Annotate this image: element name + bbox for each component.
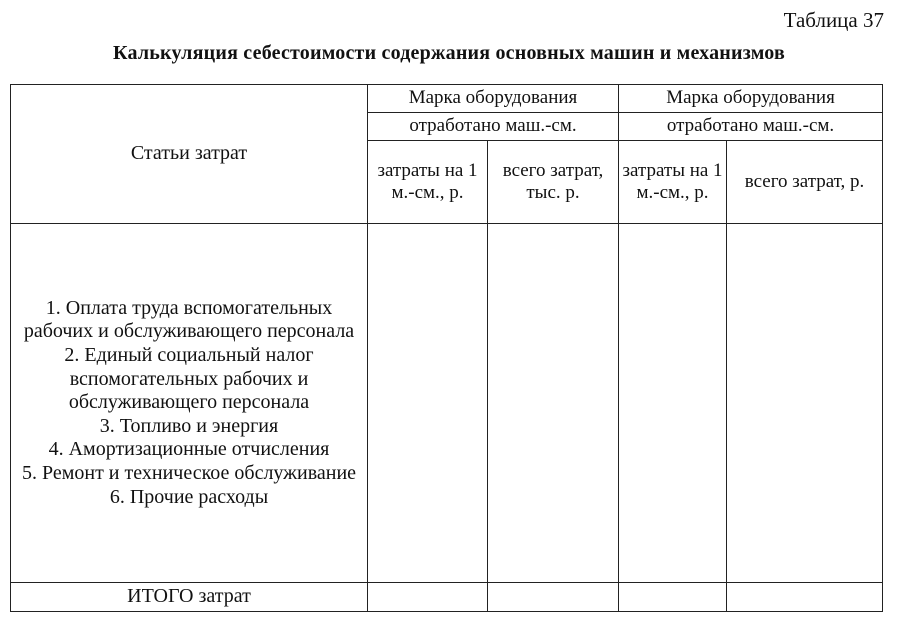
table-title: Калькуляция себестоимости содержания основных машин и механизмов — [113, 42, 785, 64]
header-total-cost-1: всего затрат, тыс. р. — [488, 141, 619, 224]
header-machine-shifts-2: отработано маш.-см. — [619, 113, 883, 141]
value-cell — [488, 224, 619, 583]
header-equipment-brand-2: Марка оборудования — [619, 85, 883, 113]
total-value-cell — [368, 583, 488, 612]
value-cell — [368, 224, 488, 583]
header-equipment-brand-1: Марка оборудования — [368, 85, 619, 113]
total-value-cell — [488, 583, 619, 612]
total-value-cell — [619, 583, 727, 612]
header-cost-items: Статьи затрат — [11, 85, 368, 224]
cost-item: 5. Ремонт и техническое обслуживание — [21, 461, 357, 484]
value-cell — [619, 224, 727, 583]
header-cost-per-shift-2: затраты на 1 м.-см., р. — [619, 141, 727, 224]
cost-item: 6. Прочие расходы — [109, 485, 269, 508]
total-row-label: ИТОГО затрат — [11, 583, 368, 612]
header-machine-shifts-1: отработано маш.-см. — [368, 113, 619, 141]
header-total-cost-2: всего затрат, р. — [727, 141, 883, 224]
cost-item: 1. Оплата труда вспомогательных рабочих и обслуживающего персонала — [23, 296, 355, 343]
cost-item: 2. Единый социальный налог вспомогательных рабочих и обслуживающего персонала — [64, 344, 314, 414]
cost-calculation-table — [10, 84, 883, 612]
cost-item: 4. Амортизационные отчисления — [48, 438, 330, 461]
total-value-cell — [727, 583, 883, 612]
cost-items-list — [11, 224, 368, 583]
cost-item: 3. Топливо и энергия — [99, 414, 279, 437]
value-cell — [727, 224, 883, 583]
table-number: Таблица 37 — [783, 8, 884, 32]
header-cost-per-shift-1: затраты на 1 м.-см., р. — [368, 141, 488, 224]
